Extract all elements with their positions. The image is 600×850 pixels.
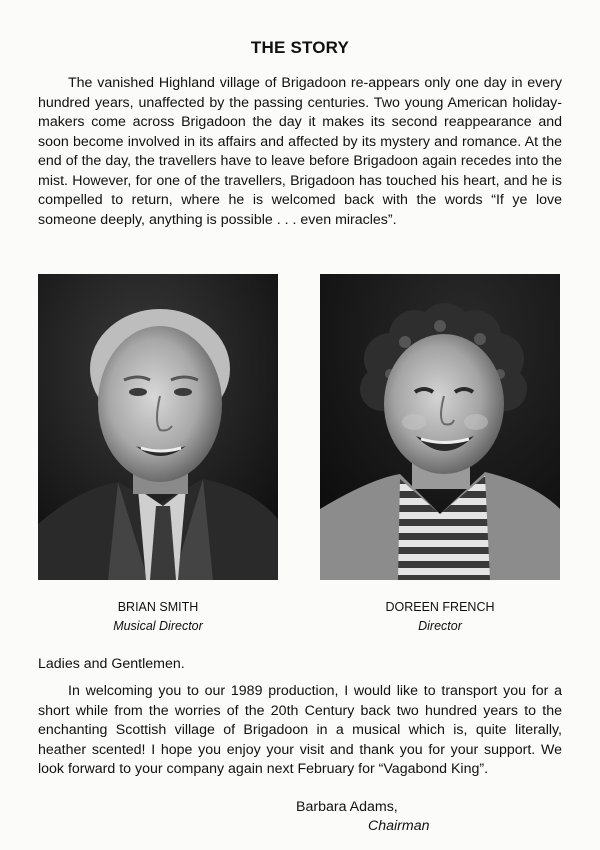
- person-name: DOREEN FRENCH: [385, 600, 495, 614]
- page-title: THE STORY: [250, 38, 350, 57]
- signature-name: Barbara Adams,: [296, 799, 398, 815]
- caption-brian-smith: [38, 598, 278, 636]
- person-name: BRIAN SMITH: [117, 600, 199, 614]
- person-role: Director: [418, 619, 462, 633]
- letter-body: In welcoming you to our 1989 production, I would like to transport you for a short while from the worries of the 20th Century back two hundred years to the enchanting Scottish village of Brigadoon in a musical which is, quite literally, heather scented! I hope you enjoy your visit and thank you for your support. We look forward to your company again next February for “Vagabond King”.: [38, 683, 562, 777]
- caption-doreen-french: [320, 598, 560, 636]
- letter-greeting: Ladies and Gentlemen.: [38, 656, 185, 672]
- portrait-photo-doreen-french: [320, 274, 560, 580]
- signature-title: Chairman: [368, 818, 430, 834]
- portrait-photo-brian-smith: [38, 274, 278, 580]
- person-role: Musical Director: [113, 619, 203, 633]
- story-paragraph: The vanished Highland village of Brigadoon re-appears only one day in every hundred years, unaffected by the passing centuries. Two young American holiday-makers come across Brigadoon the day it makes its second reappearance and soon become involved in its affairs and affected by its mystery and romance. At the end of the day, the travellers have to leave before Brigadoon again recedes into the mist. However, for one of the travellers, Brigadoon has touched his heart, and he is compelled to return, where he is welcomed back with the words “If ye love someone deeply, anything is possible . . . even miracles”.: [38, 75, 562, 228]
